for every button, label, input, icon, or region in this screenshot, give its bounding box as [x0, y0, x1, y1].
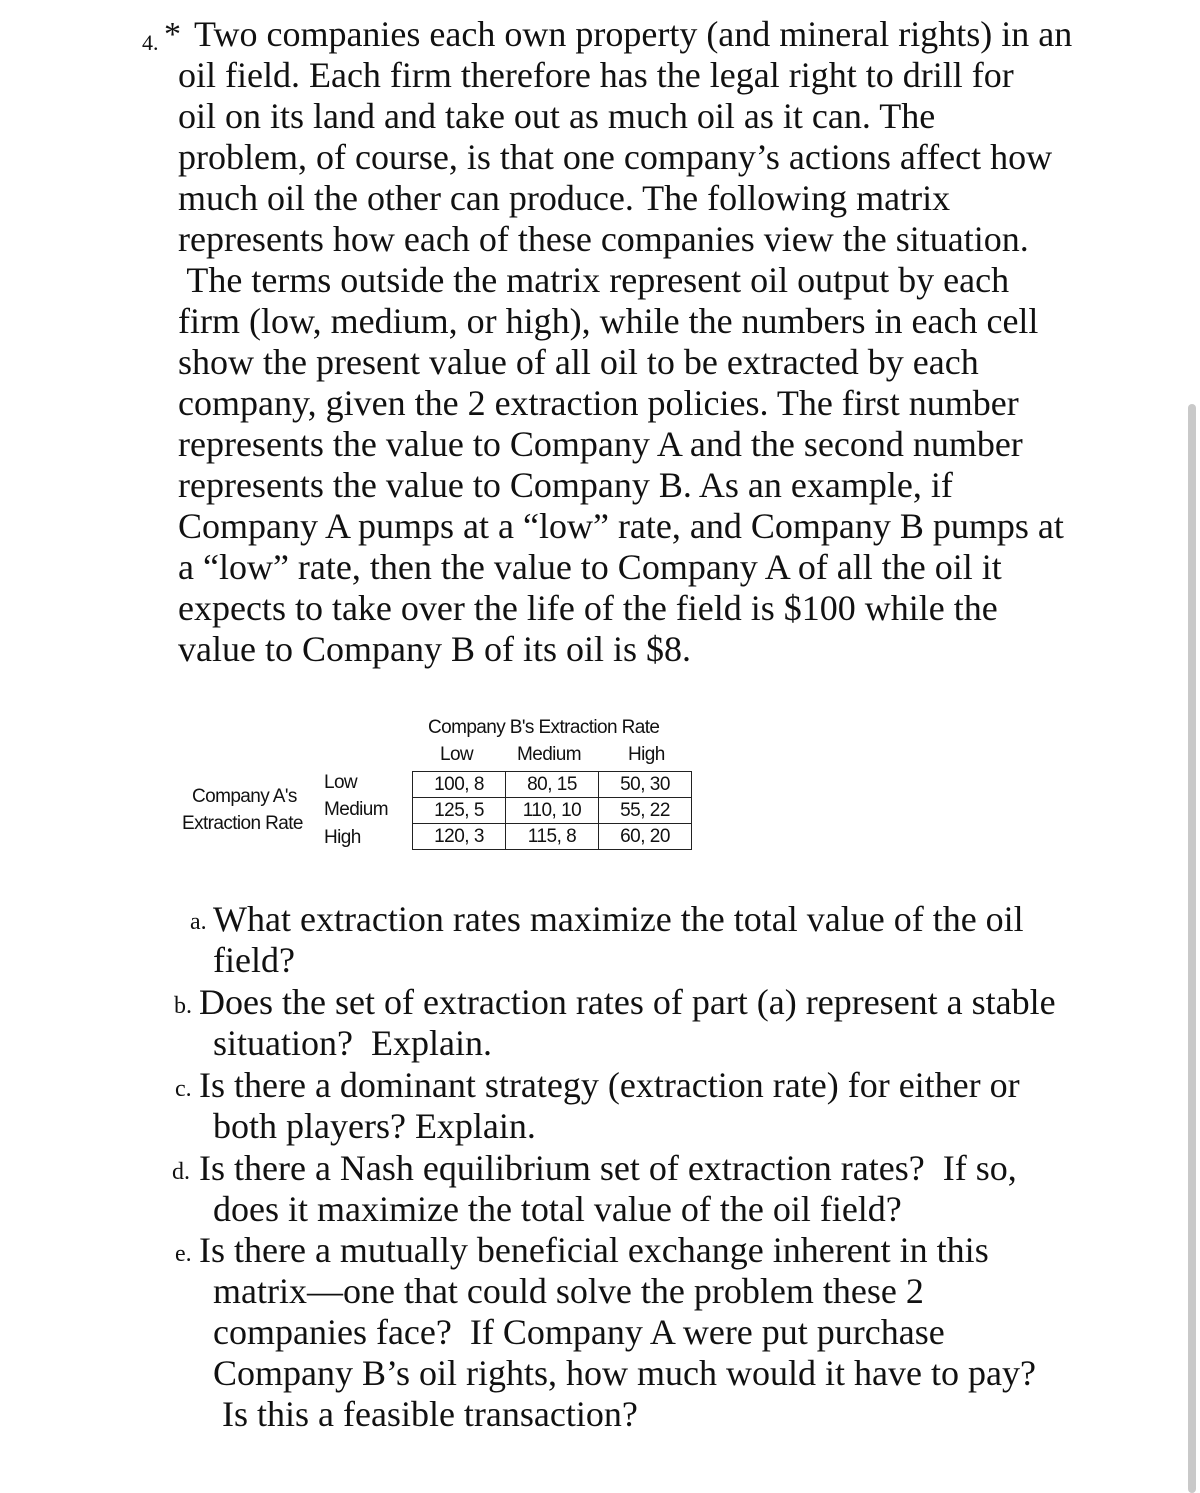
problem-star: *: [164, 16, 181, 53]
question-e-line: matrix—one that could solve the problem these 2: [213, 1271, 924, 1311]
col-title: Company B's Extraction Rate: [428, 717, 660, 738]
question-a-line: field?: [213, 940, 295, 980]
table-row: [413, 798, 692, 824]
problem-line: represents the value to Company A and the second number: [178, 424, 1023, 464]
question-c-line: Is there a dominant strategy (extraction rate) for either or: [199, 1065, 1020, 1105]
problem-line: value to Company B of its oil is $8.: [178, 629, 691, 669]
question-b-letter: b.: [174, 993, 192, 1019]
problem-line: Two companies each own property (and mineral rights) in an: [194, 14, 1073, 54]
question-b-line: Does the set of extraction rates of part (a) represent a stable: [199, 982, 1056, 1022]
question-e-line: companies face? If Company A were put purchase: [213, 1312, 945, 1352]
payoff-cell: 55, 22: [599, 798, 692, 824]
problem-line: show the present value of all oil to be extracted by each: [178, 342, 979, 382]
problem-number: 4.: [142, 30, 159, 55]
payoff-cell: 125, 5: [413, 798, 506, 824]
question-d-line: Is there a Nash equilibrium set of extraction rates? If so,: [199, 1148, 1017, 1188]
question-a-letter: a.: [190, 909, 207, 935]
problem-line: company, given the 2 extraction policies. The first number: [178, 383, 1019, 423]
col-header-medium: Medium: [517, 744, 581, 765]
question-a-line: What extraction rates maximize the total value of the oil: [213, 899, 1024, 939]
problem-line: The terms outside the matrix represent oil output by each: [178, 260, 1010, 300]
row-title-line2: Extraction Rate: [182, 813, 303, 834]
question-e-line: Company B’s oil rights, how much would it have to pay?: [213, 1353, 1036, 1393]
question-b-line: situation? Explain.: [213, 1023, 492, 1063]
payoff-cell: 110, 10: [506, 798, 599, 824]
payoff-cell: 115, 8: [506, 824, 599, 850]
col-header-low: Low: [440, 744, 474, 765]
problem-line: expects to take over the life of the field is $100 while the: [178, 588, 998, 628]
problem-line: problem, of course, is that one company’s actions affect how: [178, 137, 1053, 177]
table-row: [413, 772, 692, 798]
payoff-cell: 80, 15: [506, 772, 599, 798]
col-header-high: High: [628, 744, 665, 765]
payoff-cell: 60, 20: [599, 824, 692, 850]
payoff-cell: 50, 30: [599, 772, 692, 798]
question-d-letter: d.: [172, 1159, 190, 1185]
payoff-table: [412, 771, 692, 850]
problem-line: oil on its land and take out as much oil as it can. The: [178, 96, 936, 136]
problem-line: represents how each of these companies view the situation.: [178, 219, 1029, 259]
problem-line: Company A pumps at a “low” rate, and Company B pumps at: [178, 506, 1064, 546]
problem-line: a “low” rate, then the value to Company A of all the oil it: [178, 547, 1002, 587]
row-header-high: High: [324, 827, 361, 848]
table-row: [413, 824, 692, 850]
payoff-cell: 120, 3: [413, 824, 506, 850]
row-title-line1: Company A's: [192, 786, 297, 807]
payoff-cell: 100, 8: [413, 772, 506, 798]
scrollbar[interactable]: [1188, 404, 1196, 1493]
question-e-letter: e.: [175, 1241, 192, 1267]
question-d-line: does it maximize the total value of the oil field?: [213, 1189, 902, 1229]
row-header-medium: Medium: [324, 799, 388, 820]
problem-line: oil field. Each firm therefore has the legal right to drill for: [178, 55, 1014, 95]
problem-line: represents the value to Company B. As an example, if: [178, 465, 953, 505]
question-e-line: Is this a feasible transaction?: [213, 1394, 638, 1434]
question-c-line: both players? Explain.: [213, 1106, 536, 1146]
question-c-letter: c.: [175, 1076, 192, 1102]
problem-line: much oil the other can produce. The following matrix: [178, 178, 951, 218]
row-header-low: Low: [324, 772, 358, 793]
question-e-line: Is there a mutually beneficial exchange inherent in this: [199, 1230, 989, 1270]
problem-line: firm (low, medium, or high), while the numbers in each cell: [178, 301, 1039, 341]
